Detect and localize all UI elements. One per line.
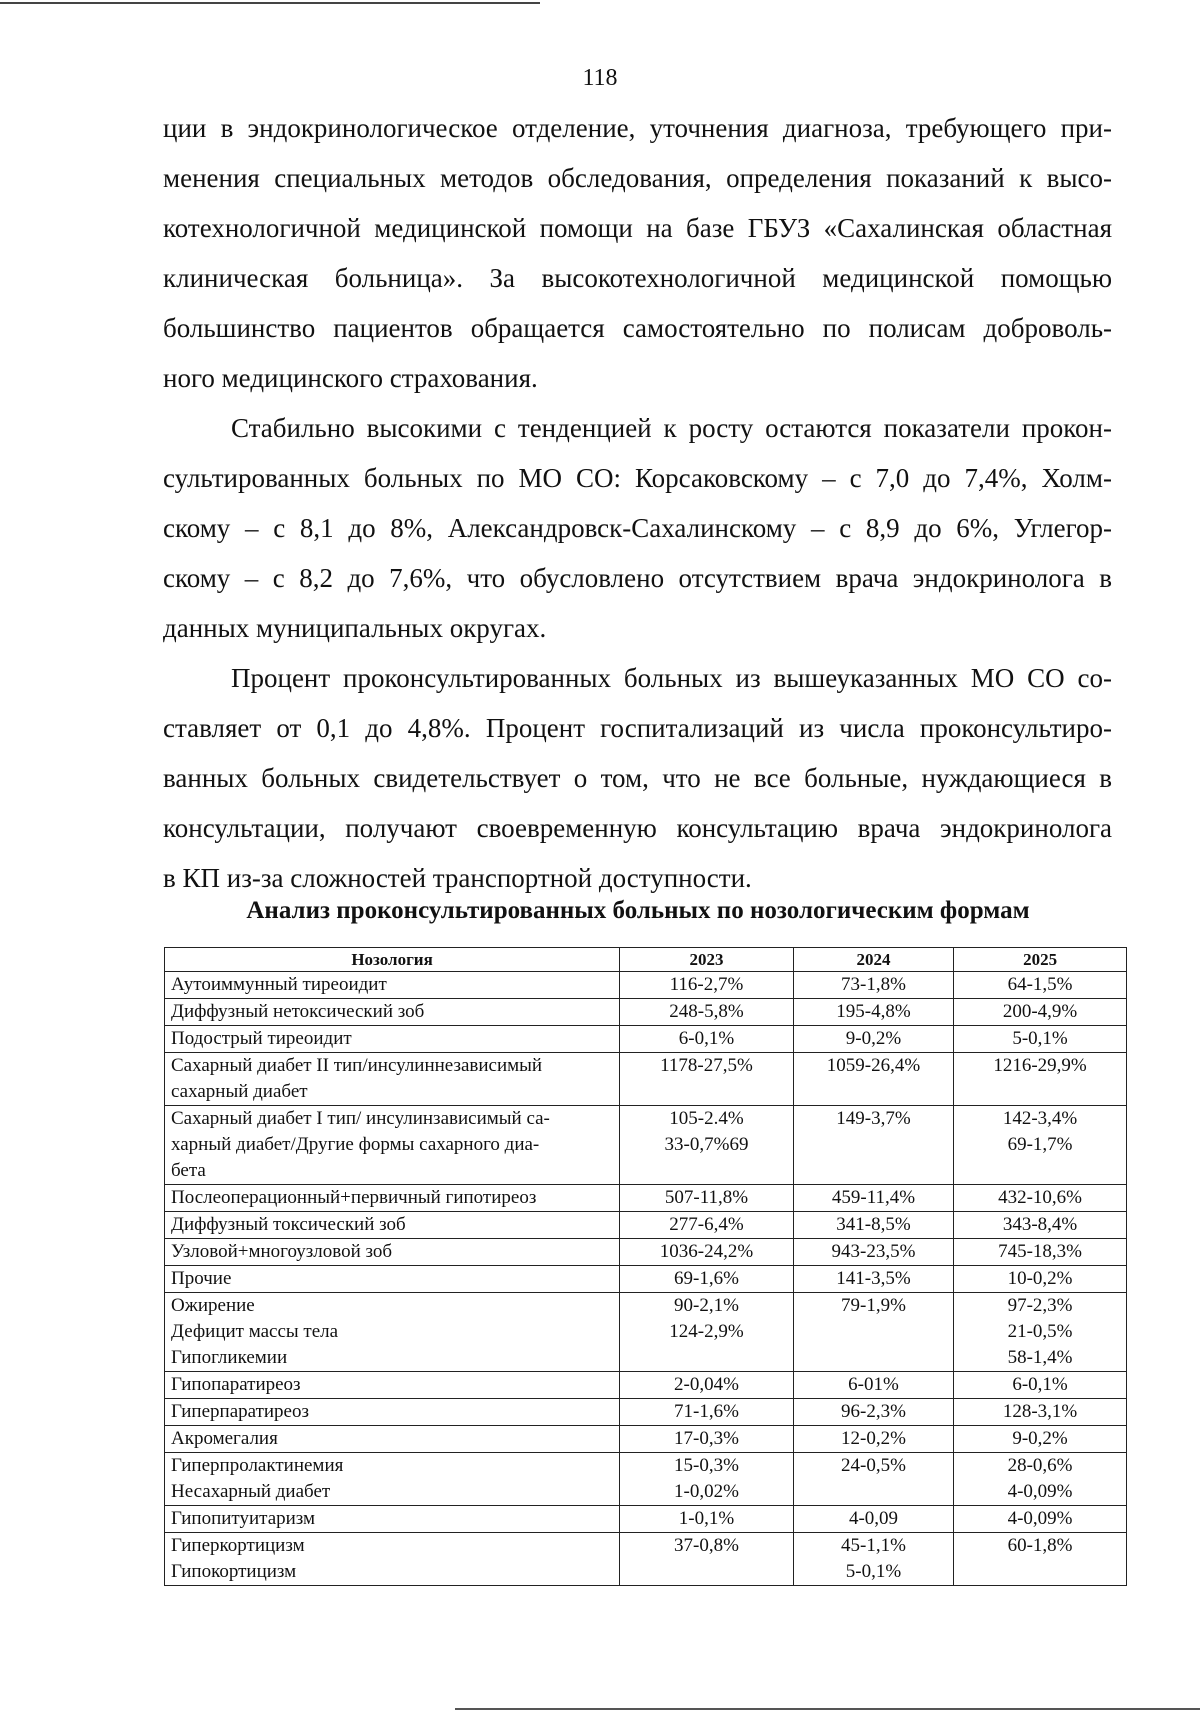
table-body xyxy=(165,972,1127,1586)
cell-line: 4-0,09% xyxy=(1007,1481,1073,1502)
value-2025-cell xyxy=(954,1212,1127,1239)
cell-line: Гиперпаратиреоз xyxy=(171,1401,309,1422)
header-2023: 2023 xyxy=(620,948,794,972)
cell-line: 1-0,02% xyxy=(674,1481,739,1502)
value-2023-cell xyxy=(620,1399,794,1426)
cell-line: 97-2,3% xyxy=(1007,1295,1073,1316)
cell-line: 21-0,5% xyxy=(1007,1321,1073,1342)
value-2024-cell xyxy=(793,1239,953,1266)
cell-line: 105-2.4% xyxy=(669,1108,744,1129)
nosology-cell xyxy=(165,1372,620,1399)
cell-line: 45-1,1% xyxy=(841,1535,906,1556)
cell-line: Послеоперационный+первичный гипотиреоз xyxy=(171,1187,537,1208)
cell-line: 79-1,9% xyxy=(841,1295,906,1316)
cell-line: 9-0,2% xyxy=(845,1028,902,1049)
cell-line: 73-1,8% xyxy=(841,974,906,995)
nosology-cell xyxy=(165,1106,620,1185)
table-header-row xyxy=(165,948,1127,972)
cell-line: 142-3,4% xyxy=(1002,1108,1078,1129)
cell-line: Несахарный диабет xyxy=(171,1481,331,1502)
value-2024-cell xyxy=(793,1026,953,1053)
cell-line: 432-10,6% xyxy=(998,1187,1083,1208)
nosology-cell xyxy=(165,1293,620,1372)
paragraph-line: ного медицинского страхования. xyxy=(163,363,538,393)
cell-line: харный диабет/Другие формы сахарного диа- xyxy=(171,1134,540,1155)
value-2025-cell xyxy=(954,1453,1127,1506)
nosology-cell xyxy=(165,999,620,1026)
cell-line: 248-5,8% xyxy=(669,1001,744,1022)
page-number: 118 xyxy=(582,65,618,91)
cell-line: 96-2,3% xyxy=(841,1401,906,1422)
value-2025-cell xyxy=(954,1185,1127,1212)
value-2024-cell xyxy=(793,999,953,1026)
value-2025-cell xyxy=(954,1533,1127,1586)
header-2024: 2024 xyxy=(793,948,953,972)
value-2025-cell xyxy=(954,999,1127,1026)
value-2023-cell xyxy=(620,1212,794,1239)
value-2023-cell xyxy=(620,1453,794,1506)
paragraph-line: ции в эндокринологическое отделение, уточнения диагноза, требующего при- xyxy=(163,113,1112,143)
cell-line: 141-3,5% xyxy=(836,1268,911,1289)
cell-line: 343-8,4% xyxy=(1002,1214,1078,1235)
cell-line: Гиперпролактинемия xyxy=(171,1455,344,1476)
cell-line: 33-0,7%69 xyxy=(664,1134,749,1155)
cell-line: Аутоиммунный тиреоидит xyxy=(171,974,387,995)
cell-line: 5-0,1% xyxy=(1012,1028,1068,1049)
value-2023-cell xyxy=(620,1026,794,1053)
nosology-cell xyxy=(165,1053,620,1106)
cell-line: Гипопаратиреоз xyxy=(171,1374,301,1395)
value-2023-cell xyxy=(620,1533,794,1586)
nosology-cell xyxy=(165,1239,620,1266)
value-2025-cell xyxy=(954,1399,1127,1426)
value-2025-cell xyxy=(954,1293,1127,1372)
cell-line: 1036-24,2% xyxy=(659,1241,754,1262)
cell-line: 6-01% xyxy=(848,1374,899,1395)
header-2025: 2025 xyxy=(954,948,1127,972)
cell-line: 116-2,7% xyxy=(669,974,744,995)
cell-line: 9-0,2% xyxy=(1012,1428,1068,1449)
table-row xyxy=(165,1239,1127,1266)
cell-line: 277-6,4% xyxy=(669,1214,744,1235)
paragraph-line: ставляет от 0,1 до 4,8%. Процент госпитализаций из числа проконсультиро- xyxy=(163,713,1112,743)
value-2024-cell xyxy=(793,1426,953,1453)
cell-line: 10-0,2% xyxy=(1007,1268,1073,1289)
table-row xyxy=(165,1533,1127,1586)
nosology-cell xyxy=(165,1026,620,1053)
cell-line: 124-2,9% xyxy=(669,1321,744,1342)
table-row xyxy=(165,972,1127,999)
cell-line: 6-0,1% xyxy=(1012,1374,1068,1395)
paragraph-line: клиническая больница». За высокотехнологичной медицинской помощью xyxy=(163,263,1112,293)
cell-line: 28-0,6% xyxy=(1007,1455,1073,1476)
cell-line: 69-1,7% xyxy=(1007,1134,1073,1155)
cell-line: 4-0,09% xyxy=(1007,1508,1073,1529)
cell-line: Сахарный диабет I тип/ инсулинзависимый са- xyxy=(171,1108,550,1129)
table-row xyxy=(165,1266,1127,1293)
table-row xyxy=(165,1293,1127,1372)
paragraph-line: Процент проконсультированных больных из вышеуказанных МО СО со- xyxy=(231,663,1112,693)
cell-line: 60-1,8% xyxy=(1007,1535,1073,1556)
value-2024-cell xyxy=(793,1106,953,1185)
paragraph-line: менения специальных методов обследования, определения показаний к высо- xyxy=(163,163,1112,193)
cell-line: Акромегалия xyxy=(171,1428,278,1449)
cell-line: Гипокортицизм xyxy=(171,1561,297,1582)
table-row xyxy=(165,1185,1127,1212)
cell-line: 200-4,9% xyxy=(1002,1001,1078,1022)
nosology-cell xyxy=(165,972,620,999)
value-2024-cell xyxy=(793,1533,953,1586)
cell-line: 459-11,4% xyxy=(831,1187,916,1208)
paragraph-line: данных муниципальных округах. xyxy=(163,613,547,643)
value-2025-cell xyxy=(954,1239,1127,1266)
cell-line: 507-11,8% xyxy=(664,1187,749,1208)
value-2023-cell xyxy=(620,1372,794,1399)
cell-line: 17-0,3% xyxy=(674,1428,739,1449)
paragraph-1 xyxy=(163,103,1112,403)
paragraph-line: большинство пациентов обращается самостоятельно по полисам доброволь- xyxy=(163,313,1112,343)
value-2023-cell xyxy=(620,1426,794,1453)
value-2023-cell xyxy=(620,1106,794,1185)
cell-line: 1178-27,5% xyxy=(660,1055,753,1076)
cell-line: 24-0,5% xyxy=(841,1455,906,1476)
cell-line: Ожирение xyxy=(171,1295,255,1316)
cell-line: 90-2,1% xyxy=(674,1295,739,1316)
nosology-table xyxy=(164,947,1127,1586)
cell-line: 5-0,1% xyxy=(845,1561,902,1582)
table-row xyxy=(165,1506,1127,1533)
paragraph-line: скому – с 8,2 до 7,6%, что обусловлено отсутствием врача эндокринолога в xyxy=(163,563,1112,593)
value-2025-cell xyxy=(954,1106,1127,1185)
cell-line: Диффузный нетоксический зоб xyxy=(171,1001,425,1022)
scan-bottom-rule xyxy=(455,1708,1200,1710)
paragraph-line: Стабильно высокими с тенденцией к росту остаются показатели прокон- xyxy=(231,413,1112,443)
cell-line: Узловой+многоузловой зоб xyxy=(171,1241,393,1262)
value-2024-cell xyxy=(793,1053,953,1106)
value-2023-cell xyxy=(620,1266,794,1293)
header-nosology: Нозология xyxy=(165,948,620,972)
cell-line: 1-0,1% xyxy=(678,1508,735,1529)
nosology-cell xyxy=(165,1266,620,1293)
value-2024-cell xyxy=(793,1399,953,1426)
cell-line: Диффузный токсический зоб xyxy=(171,1214,406,1235)
value-2025-cell xyxy=(954,972,1127,999)
paragraph-line: в КП из-за сложностей транспортной доступности. xyxy=(163,863,752,893)
table-row xyxy=(165,1372,1127,1399)
cell-line: 71-1,6% xyxy=(674,1401,739,1422)
value-2025-cell xyxy=(954,1053,1127,1106)
table-row xyxy=(165,1053,1127,1106)
nosology-cell xyxy=(165,1212,620,1239)
value-2024-cell xyxy=(793,1506,953,1533)
table-row xyxy=(165,1026,1127,1053)
nosology-cell xyxy=(165,1426,620,1453)
value-2025-cell xyxy=(954,1506,1127,1533)
cell-line: 128-3,1% xyxy=(1002,1401,1078,1422)
value-2024-cell xyxy=(793,1212,953,1239)
paragraph-line: скому – с 8,1 до 8%, Александровск-Сахалинскому – с 8,9 до 6%, Углегор- xyxy=(163,513,1112,543)
paragraph-2 xyxy=(163,403,1112,653)
cell-line: 195-4,8% xyxy=(836,1001,911,1022)
value-2023-cell xyxy=(620,1506,794,1533)
table-row xyxy=(165,1106,1127,1185)
table-row xyxy=(165,1399,1127,1426)
cell-line: Гиперкортицизм xyxy=(171,1535,305,1556)
value-2024-cell xyxy=(793,1185,953,1212)
value-2024-cell xyxy=(793,1372,953,1399)
table-title: Анализ проконсультированных больных по нозологическим формам xyxy=(246,897,1030,924)
nosology-cell xyxy=(165,1533,620,1586)
cell-line: 6-0,1% xyxy=(678,1028,735,1049)
cell-line: 64-1,5% xyxy=(1007,974,1073,995)
value-2023-cell xyxy=(620,999,794,1026)
value-2023-cell xyxy=(620,972,794,999)
value-2025-cell xyxy=(954,1372,1127,1399)
nosology-cell xyxy=(165,1399,620,1426)
paragraph-line: сультированных больных по МО СО: Корсаковскому – с 7,0 до 7,4%, Холм- xyxy=(163,463,1112,493)
cell-line: Подострый тиреоидит xyxy=(171,1028,352,1049)
cell-line: 1216-29,9% xyxy=(993,1055,1087,1076)
nosology-cell xyxy=(165,1453,620,1506)
table-row xyxy=(165,1212,1127,1239)
cell-line: 1059-26,4% xyxy=(826,1055,921,1076)
value-2025-cell xyxy=(954,1426,1127,1453)
cell-line: Дефицит массы тела xyxy=(171,1321,339,1342)
cell-line: 12-0,2% xyxy=(841,1428,906,1449)
cell-line: 943-23,5% xyxy=(831,1241,916,1262)
cell-line: 58-1,4% xyxy=(1007,1347,1073,1368)
cell-line: 2-0,04% xyxy=(674,1374,739,1395)
value-2023-cell xyxy=(620,1293,794,1372)
paragraph-3 xyxy=(163,653,1112,903)
cell-line: 745-18,3% xyxy=(998,1241,1083,1262)
cell-line: Гипопитуитаризм xyxy=(171,1508,316,1529)
cell-line: 69-1,6% xyxy=(674,1268,739,1289)
value-2023-cell xyxy=(620,1053,794,1106)
table-row xyxy=(165,1426,1127,1453)
value-2024-cell xyxy=(793,1266,953,1293)
nosology-cell xyxy=(165,1185,620,1212)
value-2023-cell xyxy=(620,1185,794,1212)
cell-line: Гипогликемии xyxy=(171,1347,288,1368)
nosology-cell xyxy=(165,1506,620,1533)
value-2024-cell xyxy=(793,1293,953,1372)
value-2025-cell xyxy=(954,1026,1127,1053)
value-2025-cell xyxy=(954,1266,1127,1293)
scan-top-rule xyxy=(0,2,540,4)
cell-line: 149-3,7% xyxy=(836,1108,911,1129)
paragraph-line: ванных больных свидетельствует о том, что не все больные, нуждающиеся в xyxy=(163,763,1112,793)
paragraph-line: котехнологичной медицинской помощи на базе ГБУЗ «Сахалинская областная xyxy=(163,213,1112,243)
cell-line: бета xyxy=(171,1160,206,1181)
table-row xyxy=(165,999,1127,1026)
cell-line: 4-0,09 xyxy=(848,1508,899,1529)
value-2023-cell xyxy=(620,1239,794,1266)
cell-line: Прочие xyxy=(171,1268,232,1289)
cell-line: 37-0,8% xyxy=(674,1535,739,1556)
value-2024-cell xyxy=(793,972,953,999)
table-row xyxy=(165,1453,1127,1506)
paragraph-line: консультации, получают своевременную консультацию врача эндокринолога xyxy=(163,813,1112,843)
cell-line: Сахарный диабет II тип/инсулиннезависимый xyxy=(171,1055,543,1076)
value-2024-cell xyxy=(793,1453,953,1506)
cell-line: сахарный диабет xyxy=(171,1081,308,1102)
cell-line: 15-0,3% xyxy=(674,1455,739,1476)
cell-line: 341-8,5% xyxy=(836,1214,911,1235)
